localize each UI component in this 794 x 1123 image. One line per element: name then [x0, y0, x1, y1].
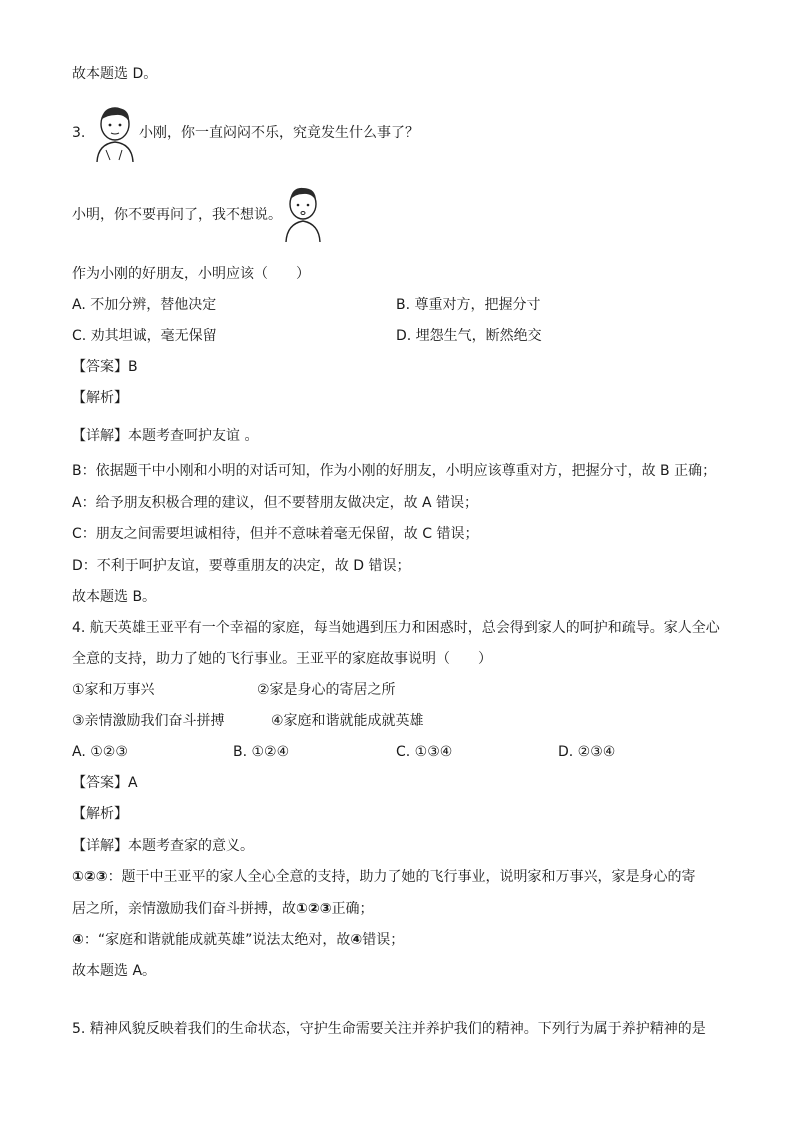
q4-exp2-text: ：“家庭和谐就能成就英雄”说法太绝对，故: [83, 932, 351, 948]
q4-explanation-2: [72, 930, 404, 950]
q4-detail: 【详解】本题考查家的意义。: [72, 838, 254, 854]
q3-explanation-a: A：给予朋友积极合理的建议，但不要替朋友做决定，故 A 错误；: [72, 495, 479, 511]
q4-explanation-1-cont: [72, 899, 374, 919]
q5-stem-line1: 5. 精神风貌反映着我们的生命状态，守护生命需要关注并养护我们的精神。下列行为属于养护精神的是: [72, 1021, 706, 1037]
xiaoming-dialogue: 小明，你不要再问了，我不想说。: [72, 207, 282, 223]
q4-analysis-label: 【解析】: [72, 806, 128, 822]
q3-stem: 作为小刚的好朋友，小明应该（ ）: [72, 266, 310, 282]
q4-exp1-line2-end: 正确；: [331, 901, 374, 917]
q4-stem-line2: 全意的支持，助力了她的飞行事业。王亚平的家庭故事说明（ ）: [72, 651, 492, 667]
q4-statement-2: ②家是身心的寄居之所: [257, 682, 396, 698]
q3-option-a: A. 不加分辨，替他决定: [72, 297, 217, 313]
q4-exp1-line2-text: 居之所，亲情激励我们奋斗拼搏，故: [72, 901, 296, 917]
xiaogang-dialogue: 小刚，你一直闷闷不乐，究竟发生什么事了？: [139, 125, 419, 141]
q4-statement-3: ③亲情激励我们奋斗拼搏: [72, 713, 225, 729]
q4-explanation-1: [72, 867, 696, 887]
q4-option-c: C. ①③④: [396, 744, 453, 760]
q3-explanation-b: B：依据题干中小刚和小明的对话可知，作为小刚的好朋友，小明应该尊重对方，把握分寸，故 B 正确；: [72, 463, 717, 479]
q4-exp1-text: ：题干中王亚平的家人全心全意的支持，助力了她的飞行事业，说明家和万事兴，家是身心的寄: [107, 869, 696, 885]
q4-option-a: A. ①②③: [72, 744, 128, 760]
q3-explanation-d: D：不利于呵护友谊，要尊重朋友的决定，故 D 错误；: [72, 558, 411, 574]
xiaoming-figure: [282, 184, 324, 242]
q3-option-d: D. 埋怨生气，断然绝交: [396, 328, 542, 344]
q4-exp1-prefix: ①②③: [72, 869, 108, 885]
q3-number: 3.: [72, 125, 86, 141]
q4-statement-1: ①家和万事兴: [72, 682, 155, 698]
q4-option-d: D. ②③④: [558, 744, 616, 760]
xiaogang-figure: [92, 104, 138, 162]
q2-conclusion: 故本题选 D。: [72, 66, 158, 82]
q3-option-b: B. 尊重对方，把握分寸: [396, 297, 541, 313]
q3-conclusion: 故本题选 B。: [72, 589, 157, 605]
q4-stem-line1: 4. 航天英雄王亚平有一个幸福的家庭，每当她遇到压力和困惑时，总会得到家人的呵护和疏导。家人全心: [72, 620, 720, 636]
q4-exp2-mid: ④: [350, 932, 363, 948]
q4-option-b: B. ①②④: [233, 744, 290, 760]
q4-exp2-prefix: ④: [72, 932, 84, 948]
q4-statement-4: ④家庭和谐就能成就英雄: [271, 713, 424, 729]
q4-exp2-end: 错误；: [362, 932, 405, 948]
q4-conclusion: 故本题选 A。: [72, 963, 157, 979]
q3-answer: 【答案】B: [72, 359, 138, 375]
q4-exp1-line2-suffix: ①②③: [296, 901, 332, 917]
q3-detail: 【详解】本题考查呵护友谊 。: [72, 428, 259, 444]
q3-explanation-c: C：朋友之间需要坦诚相待，但并不意味着毫无保留，故 C 错误；: [72, 526, 479, 542]
q4-answer: 【答案】A: [72, 775, 138, 791]
q3-analysis-label: 【解析】: [72, 390, 128, 406]
q3-option-c: C. 劝其坦诚，毫无保留: [72, 328, 217, 344]
